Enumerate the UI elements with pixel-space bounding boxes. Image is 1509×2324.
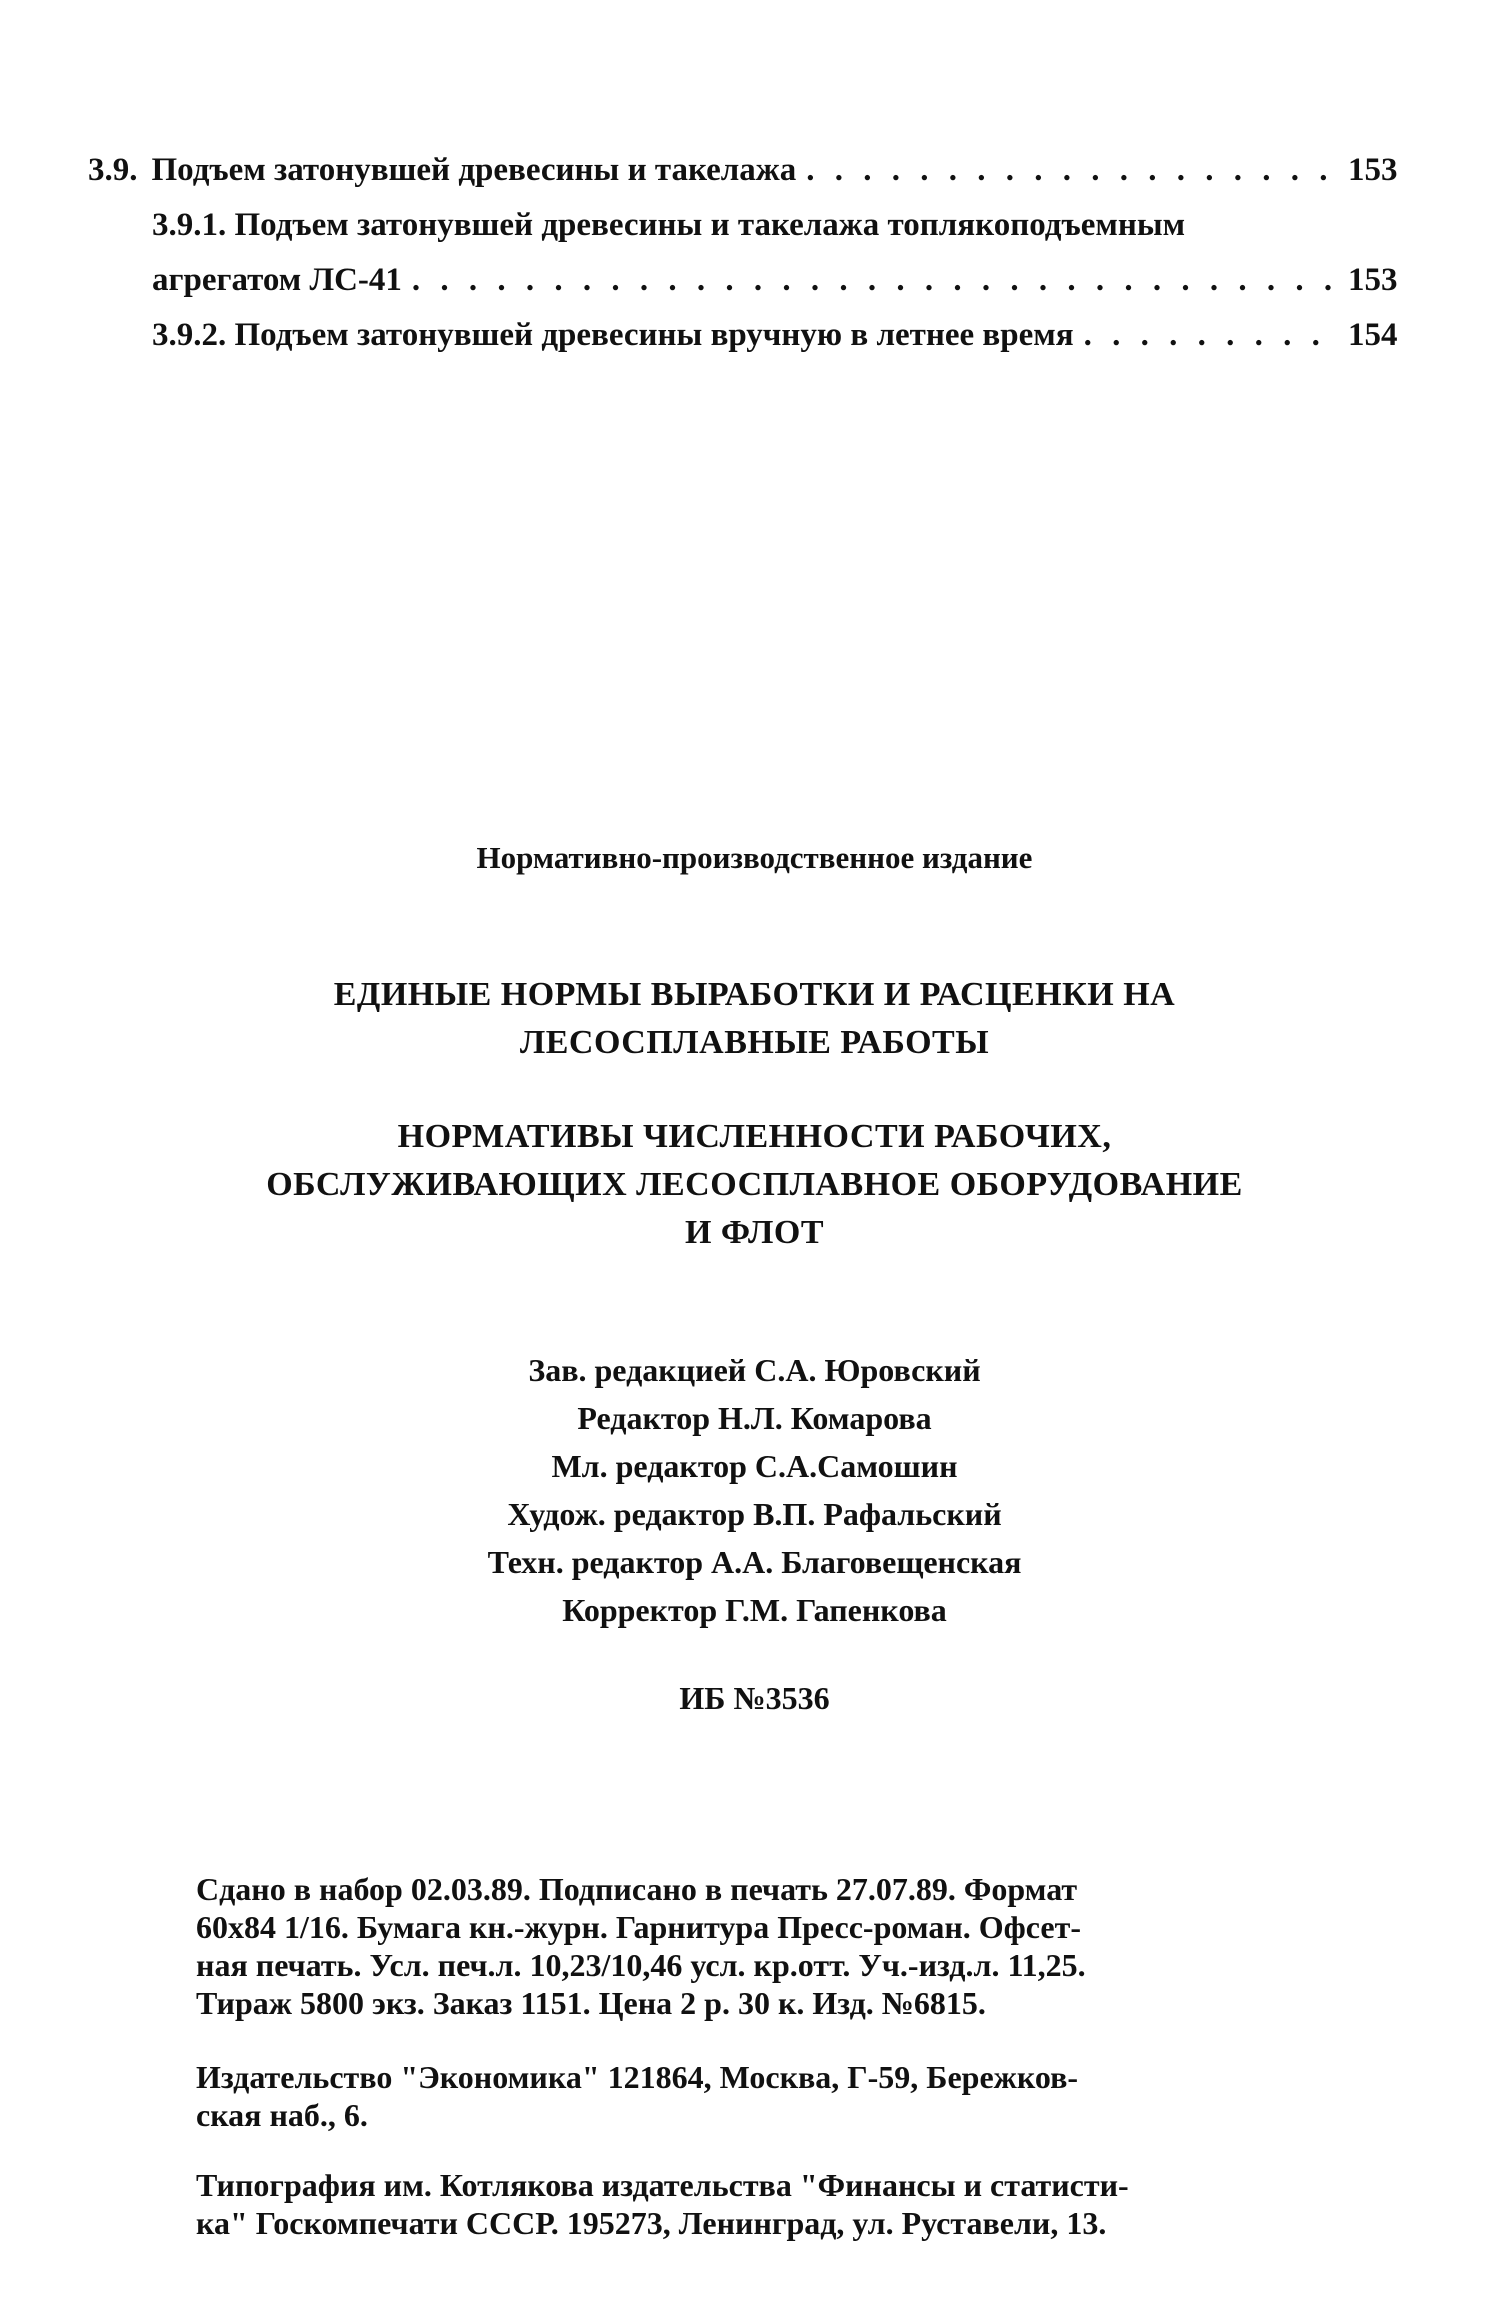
- imprint-publisher: [196, 2058, 1196, 2134]
- subtitle-line-2: ОБСЛУЖИВАЮЩИХ ЛЕСОСПЛАВНОЕ ОБОРУДОВАНИЕ: [266, 1166, 1243, 1203]
- toc-entry-page: 153: [1348, 262, 1398, 298]
- subtitle-line-3: И ФЛОТ: [684, 1214, 825, 1251]
- toc-leader-dots: [1084, 315, 1338, 355]
- credit-proofreader: Корректор Г.М. Гапенкова: [562, 1592, 947, 1628]
- credit-art-editor: Худож. редактор В.П. Рафальский: [507, 1496, 1002, 1532]
- toc-entry-3-9-1-line1: 3.9.1. Подъем затонувшей древесины и такелажа топлякоподъемным: [152, 207, 1186, 243]
- title-line-2: ЛЕСОСПЛАВНЫЕ РАБОТЫ: [519, 1024, 990, 1061]
- ib-number: ИБ №3536: [679, 1680, 830, 1716]
- toc-leader-dots: [412, 260, 1338, 300]
- toc-leader-dots: [806, 150, 1338, 190]
- imprint-print-details: [196, 1870, 1196, 2022]
- toc-entry-3-9-2: [152, 315, 1396, 355]
- imprint-line: ка" Госкомпечати СССР. 195273, Ленинград, ул. Руставели, 13.: [196, 2205, 1107, 2241]
- imprint-printer: [196, 2166, 1196, 2242]
- toc-entry-3-9: [88, 150, 1396, 190]
- credit-editor: Редактор Н.Л. Комарова: [577, 1400, 932, 1436]
- credit-chief-editor: Зав. редакцией С.А. Юровский: [528, 1352, 981, 1388]
- toc-entry-title: агрегатом ЛС-41: [152, 262, 402, 298]
- imprint-line: Сдано в набор 02.03.89. Подписано в печать 27.07.89. Формат: [196, 1871, 1078, 1907]
- credit-tech-editor: Техн. редактор А.А. Благовещенская: [487, 1544, 1022, 1580]
- imprint-line: 60x84 1/16. Бумага кн.-журн. Гарнитура Пресс-роман. Офсет-: [196, 1909, 1081, 1945]
- toc-entry-number: 3.9.: [88, 152, 138, 188]
- imprint-line: Типография им. Котлякова издательства "Финансы и статисти-: [196, 2167, 1129, 2203]
- title-line-1: ЕДИНЫЕ НОРМЫ ВЫРАБОТКИ И РАСЦЕНКИ НА: [333, 976, 1176, 1013]
- credit-junior-editor: Мл. редактор С.А.Самошин: [551, 1448, 958, 1484]
- imprint-line: ская наб., 6.: [196, 2097, 368, 2133]
- imprint-line: ная печать. Усл. печ.л. 10,23/10,46 усл. кр.отт. Уч.-изд.л. 11,25.: [196, 1947, 1086, 1983]
- toc-entry-page: 153: [1348, 152, 1398, 188]
- imprint-line: Тираж 5800 экз. Заказ 1151. Цена 2 р. 30 к. Изд. №6815.: [196, 1985, 986, 2021]
- toc-entry-title: Подъем затонувшей древесины и такелажа: [151, 152, 797, 188]
- toc-entry-title: 3.9.2. Подъем затонувшей древесины вручную в летнее время: [152, 317, 1074, 353]
- publication-type: Нормативно-производственное издание: [476, 840, 1033, 875]
- subtitle-line-1: НОРМАТИВЫ ЧИСЛЕННОСТИ РАБОЧИХ,: [397, 1118, 1112, 1155]
- toc-entry-page: 154: [1348, 317, 1398, 353]
- toc-entry-3-9-1: [152, 260, 1396, 300]
- imprint-line: Издательство "Экономика" 121864, Москва, Г-59, Бережков-: [196, 2059, 1079, 2095]
